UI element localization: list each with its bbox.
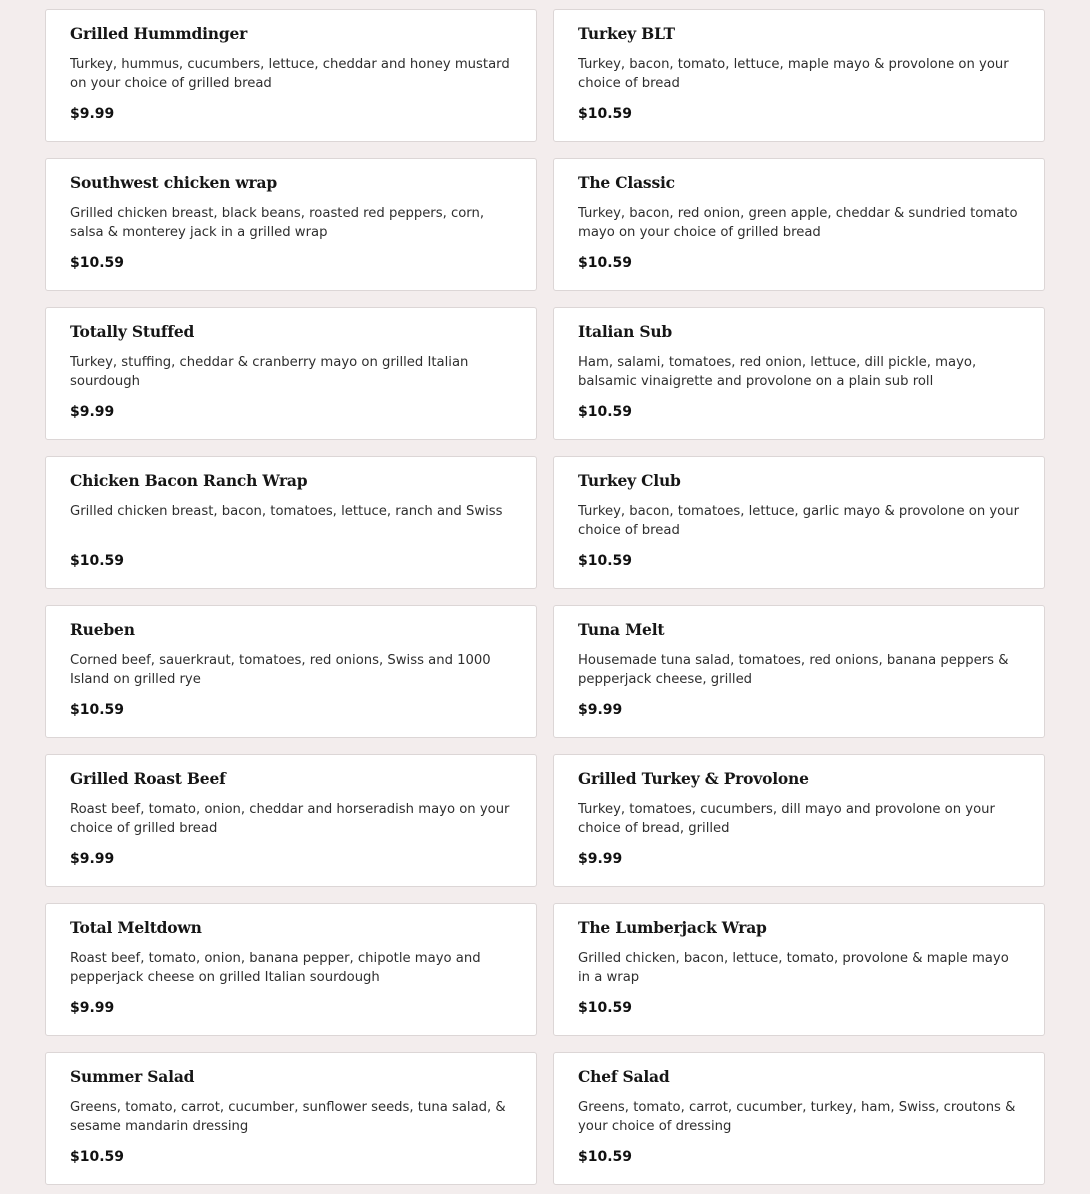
menu-item-card-chef-salad[interactable] xyxy=(553,1052,1045,1185)
menu-item-card-summer-salad[interactable] xyxy=(45,1052,537,1185)
menu-item-description: Grilled chicken breast, black beans, roasted red peppers, corn, salsa & monterey jack in a grilled wrap xyxy=(70,206,485,240)
menu-item-description: Greens, tomato, carrot, cucumber, turkey, ham, Swiss, croutons & your choice of dressing xyxy=(578,1100,1016,1134)
menu-item-price: $10.59 xyxy=(578,553,633,569)
menu-item-price: $10.59 xyxy=(578,1000,633,1016)
menu-item-description: Roast beef, tomato, onion, cheddar and horseradish mayo on your choice of grilled bread xyxy=(70,802,510,836)
menu-item-description: Grilled chicken, bacon, lettuce, tomato, provolone & maple mayo in a wrap xyxy=(578,951,1009,985)
menu-item-price: $10.59 xyxy=(70,553,125,569)
menu-items-grid xyxy=(45,0,1045,1185)
menu-item-description: Ham, salami, tomatoes, red onion, lettuce, dill pickle, mayo, balsamic vinaigrette and provolone on a plain sub roll xyxy=(578,355,977,389)
menu-item-price: $10.59 xyxy=(70,255,125,271)
menu-item-description: Turkey, tomatoes, cucumbers, dill mayo and provolone on your choice of bread, grilled xyxy=(578,802,995,836)
menu-item-description: Turkey, hummus, cucumbers, lettuce, cheddar and honey mustard on your choice of grilled bread xyxy=(70,57,510,91)
menu-item-name: Grilled Hummdinger xyxy=(70,24,248,43)
menu-item-description: Greens, tomato, carrot, cucumber, sunflower seeds, tuna salad, & sesame mandarin dressing xyxy=(70,1100,506,1134)
menu-item-price: $10.59 xyxy=(70,702,125,718)
menu-item-card-grilled-roast-beef[interactable] xyxy=(45,754,537,887)
menu-item-price: $10.59 xyxy=(578,255,633,271)
menu-item-description: Turkey, bacon, tomato, lettuce, maple mayo & provolone on your choice of bread xyxy=(578,57,1009,91)
menu-item-card-the-classic[interactable] xyxy=(553,158,1045,291)
menu-item-card-chicken-bacon-ranch-wrap[interactable] xyxy=(45,456,537,589)
menu-item-name: Italian Sub xyxy=(578,322,673,341)
menu-item-price: $9.99 xyxy=(70,851,115,867)
menu-item-description: Corned beef, sauerkraut, tomatoes, red onions, Swiss and 1000 Island on grilled rye xyxy=(70,653,491,687)
menu-item-name: Chef Salad xyxy=(578,1067,670,1086)
menu-item-card-totally-stuffed[interactable] xyxy=(45,307,537,440)
menu-item-name: Grilled Turkey & Provolone xyxy=(578,769,809,788)
menu-item-description: Turkey, stuffing, cheddar & cranberry mayo on grilled Italian sourdough xyxy=(70,355,469,389)
menu-item-name: The Lumberjack Wrap xyxy=(578,918,767,937)
menu-item-card-rueben[interactable] xyxy=(45,605,537,738)
menu-item-price: $9.99 xyxy=(70,106,115,122)
menu-item-name: Summer Salad xyxy=(70,1067,195,1086)
menu-item-name: Turkey Club xyxy=(578,471,681,490)
menu-item-name: Rueben xyxy=(70,620,135,639)
menu-item-card-the-lumberjack-wrap[interactable] xyxy=(553,903,1045,1036)
menu-item-name: Grilled Roast Beef xyxy=(70,769,226,788)
menu-item-description: Grilled chicken breast, bacon, tomatoes, lettuce, ranch and Swiss xyxy=(70,504,503,519)
menu-item-name: Chicken Bacon Ranch Wrap xyxy=(70,471,308,490)
menu-item-card-italian-sub[interactable] xyxy=(553,307,1045,440)
menu-item-name: Total Meltdown xyxy=(70,918,202,937)
menu-item-price: $9.99 xyxy=(578,851,623,867)
menu-item-description: Turkey, bacon, tomatoes, lettuce, garlic mayo & provolone on your choice of bread xyxy=(578,504,1020,538)
menu-item-description: Housemade tuna salad, tomatoes, red onions, banana peppers & pepperjack cheese, grilled xyxy=(578,653,1009,687)
menu-item-name: Turkey BLT xyxy=(578,24,675,43)
menu-item-name: The Classic xyxy=(578,173,675,192)
menu-item-price: $9.99 xyxy=(70,404,115,420)
menu-item-description: Turkey, bacon, red onion, green apple, cheddar & sundried tomato mayo on your choice of grilled bread xyxy=(578,206,1018,240)
menu-item-price: $10.59 xyxy=(578,106,633,122)
menu-item-card-total-meltdown[interactable] xyxy=(45,903,537,1036)
menu-item-price: $10.59 xyxy=(578,404,633,420)
menu-item-price: $10.59 xyxy=(70,1149,125,1165)
menu-item-name: Tuna Melt xyxy=(578,620,665,639)
menu-item-card-southwest-chicken-wrap[interactable] xyxy=(45,158,537,291)
menu-item-card-turkey-blt[interactable] xyxy=(553,9,1045,142)
menu-item-price: $9.99 xyxy=(578,702,623,718)
menu-item-card-turkey-club[interactable] xyxy=(553,456,1045,589)
menu-item-name: Southwest chicken wrap xyxy=(70,173,278,192)
menu-item-card-grilled-hummdinger[interactable] xyxy=(45,9,537,142)
menu-item-card-grilled-turkey-provolone[interactable] xyxy=(553,754,1045,887)
menu-item-name: Totally Stuffed xyxy=(70,322,195,341)
menu-item-card-tuna-melt[interactable] xyxy=(553,605,1045,738)
menu-item-price: $10.59 xyxy=(578,1149,633,1165)
menu-item-description: Roast beef, tomato, onion, banana pepper, chipotle mayo and pepperjack cheese on grilled Italian sourdough xyxy=(70,951,481,985)
menu-item-price: $9.99 xyxy=(70,1000,115,1016)
